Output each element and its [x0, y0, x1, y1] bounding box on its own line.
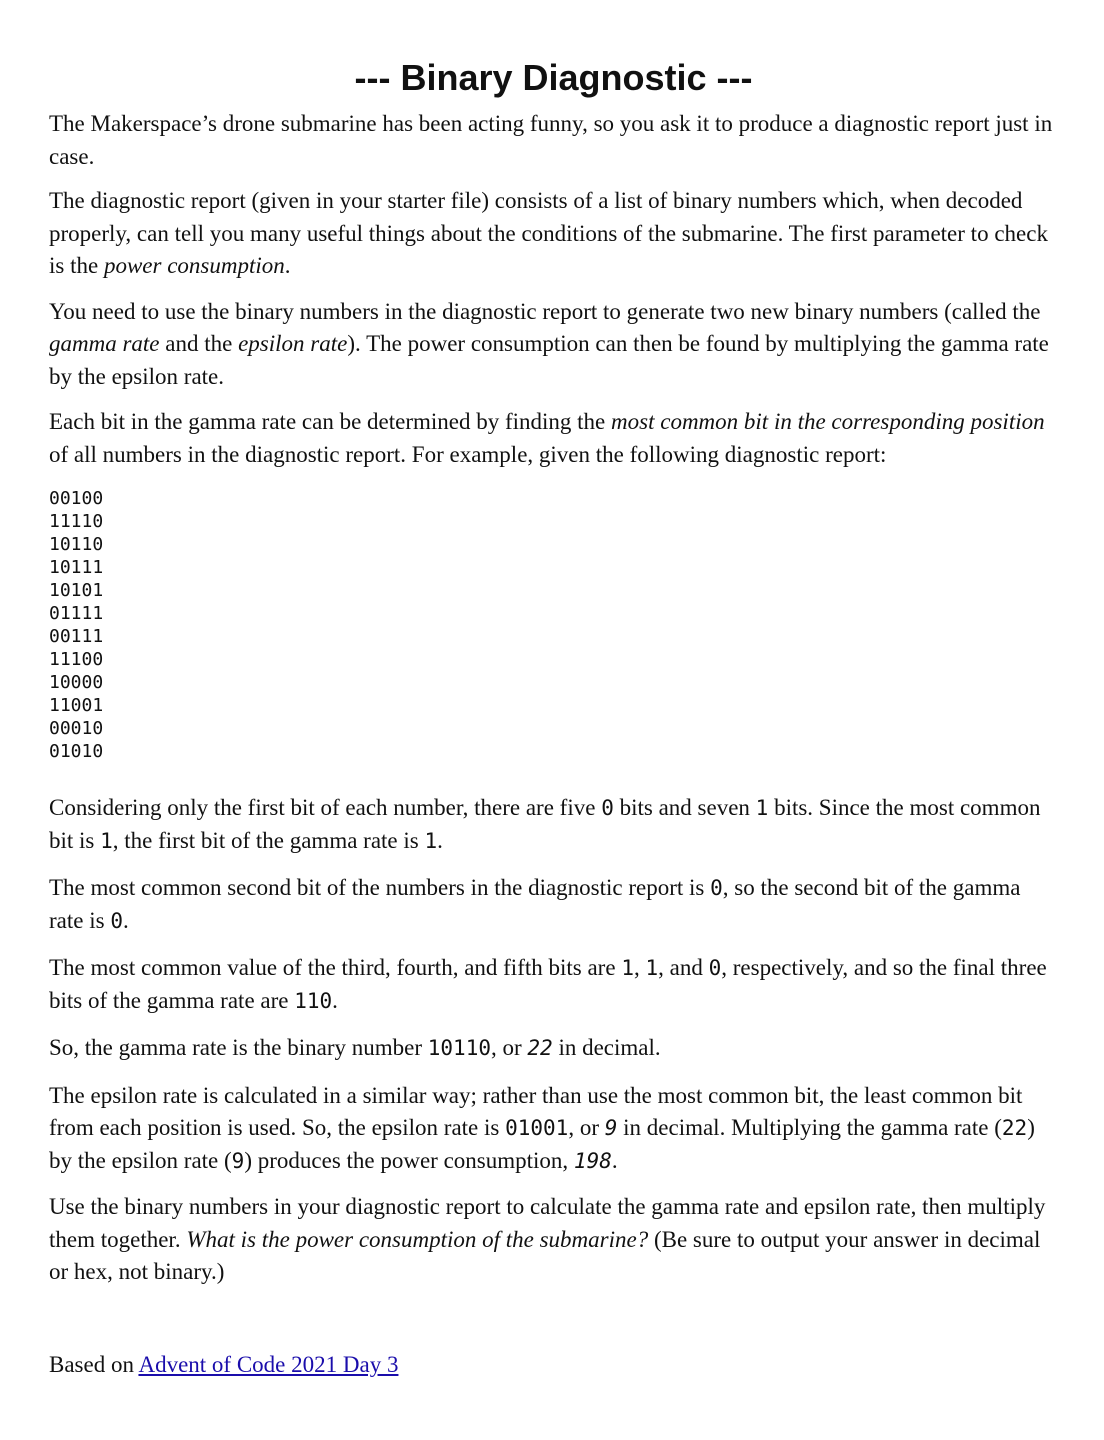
report-line: 10101: [49, 580, 104, 601]
report-line: 00100: [49, 488, 104, 509]
task-paragraph: Use the binary numbers in your diagnostic report to calculate the gamma rate and epsilon rate, then multiply them together. What is the power consumption of the submarine? (Be sure to output your answer in decimal or hex, not binary.): [49, 1194, 1046, 1284]
report-line: 10110: [49, 534, 104, 555]
report-paragraph: The diagnostic report (given in your starter file) consists of a list of binary numbers which, when decoded properly, can tell you many useful things about the conditions of the submarine. The first parameter to check is the power consumption.: [49, 188, 1048, 278]
footer: Based on Advent of Code 2021 Day 3: [49, 1351, 399, 1377]
rates-paragraph: You need to use the binary numbers in the diagnostic report to generate two new binary numbers (called the gamma rate and the epsilon rate). The power consumption can then be found by multiplying the gamma rate by the epsilon rate.: [49, 298, 1049, 389]
first-bit-paragraph: Considering only the first bit of each number, there are five 0 bits and seven 1 bits. Since the most common bit is 1, the first bit of the gamma rate is 1.: [49, 795, 1041, 853]
second-bit-paragraph: The most common second bit of the numbers in the diagnostic report is 0, so the second bit of the gamma rate is 0.: [49, 875, 1021, 933]
report-line: 01111: [49, 603, 104, 624]
diagnostic-report-code-block: [49, 487, 1058, 763]
advent-of-code-link[interactable]: Advent of Code 2021 Day 3: [138, 1351, 399, 1377]
report-line: 10111: [49, 557, 104, 578]
report-line: 00111: [49, 626, 104, 647]
remaining-bits-paragraph: The most common value of the third, fourth, and fifth bits are 1, 1, and 0, respectively, and so the final three bits of the gamma rate are 110.: [49, 955, 1047, 1013]
epsilon-paragraph: The epsilon rate is calculated in a similar way; rather than use the most common bit, the least common bit from each position is used. So, the epsilon rate is 01001, or 9 in decimal. Multiplying the gamma rate (22) by the epsilon rate (9) produces the power consumption, 198.: [49, 1082, 1035, 1173]
report-line: 10000: [49, 672, 104, 693]
report-line: 01010: [49, 741, 104, 762]
gamma-paragraph: Each bit in the gamma rate can be determined by finding the most common bit in the corresponding position of all numbers in the diagnostic report. For example, given the following diagnostic report:: [49, 409, 1045, 467]
report-line: 11110: [49, 511, 104, 532]
page-title: --- Binary Diagnostic ---: [354, 57, 753, 98]
report-line: 00010: [49, 718, 104, 739]
report-line: 11100: [49, 649, 104, 670]
intro-paragraph: The Makerspace’s drone submarine has been acting funny, so you ask it to produce a diagnostic report just in case.: [49, 111, 1053, 169]
report-line: 11001: [49, 695, 104, 716]
gamma-result-paragraph: So, the gamma rate is the binary number 10110, or 22 in decimal.: [49, 1035, 661, 1060]
